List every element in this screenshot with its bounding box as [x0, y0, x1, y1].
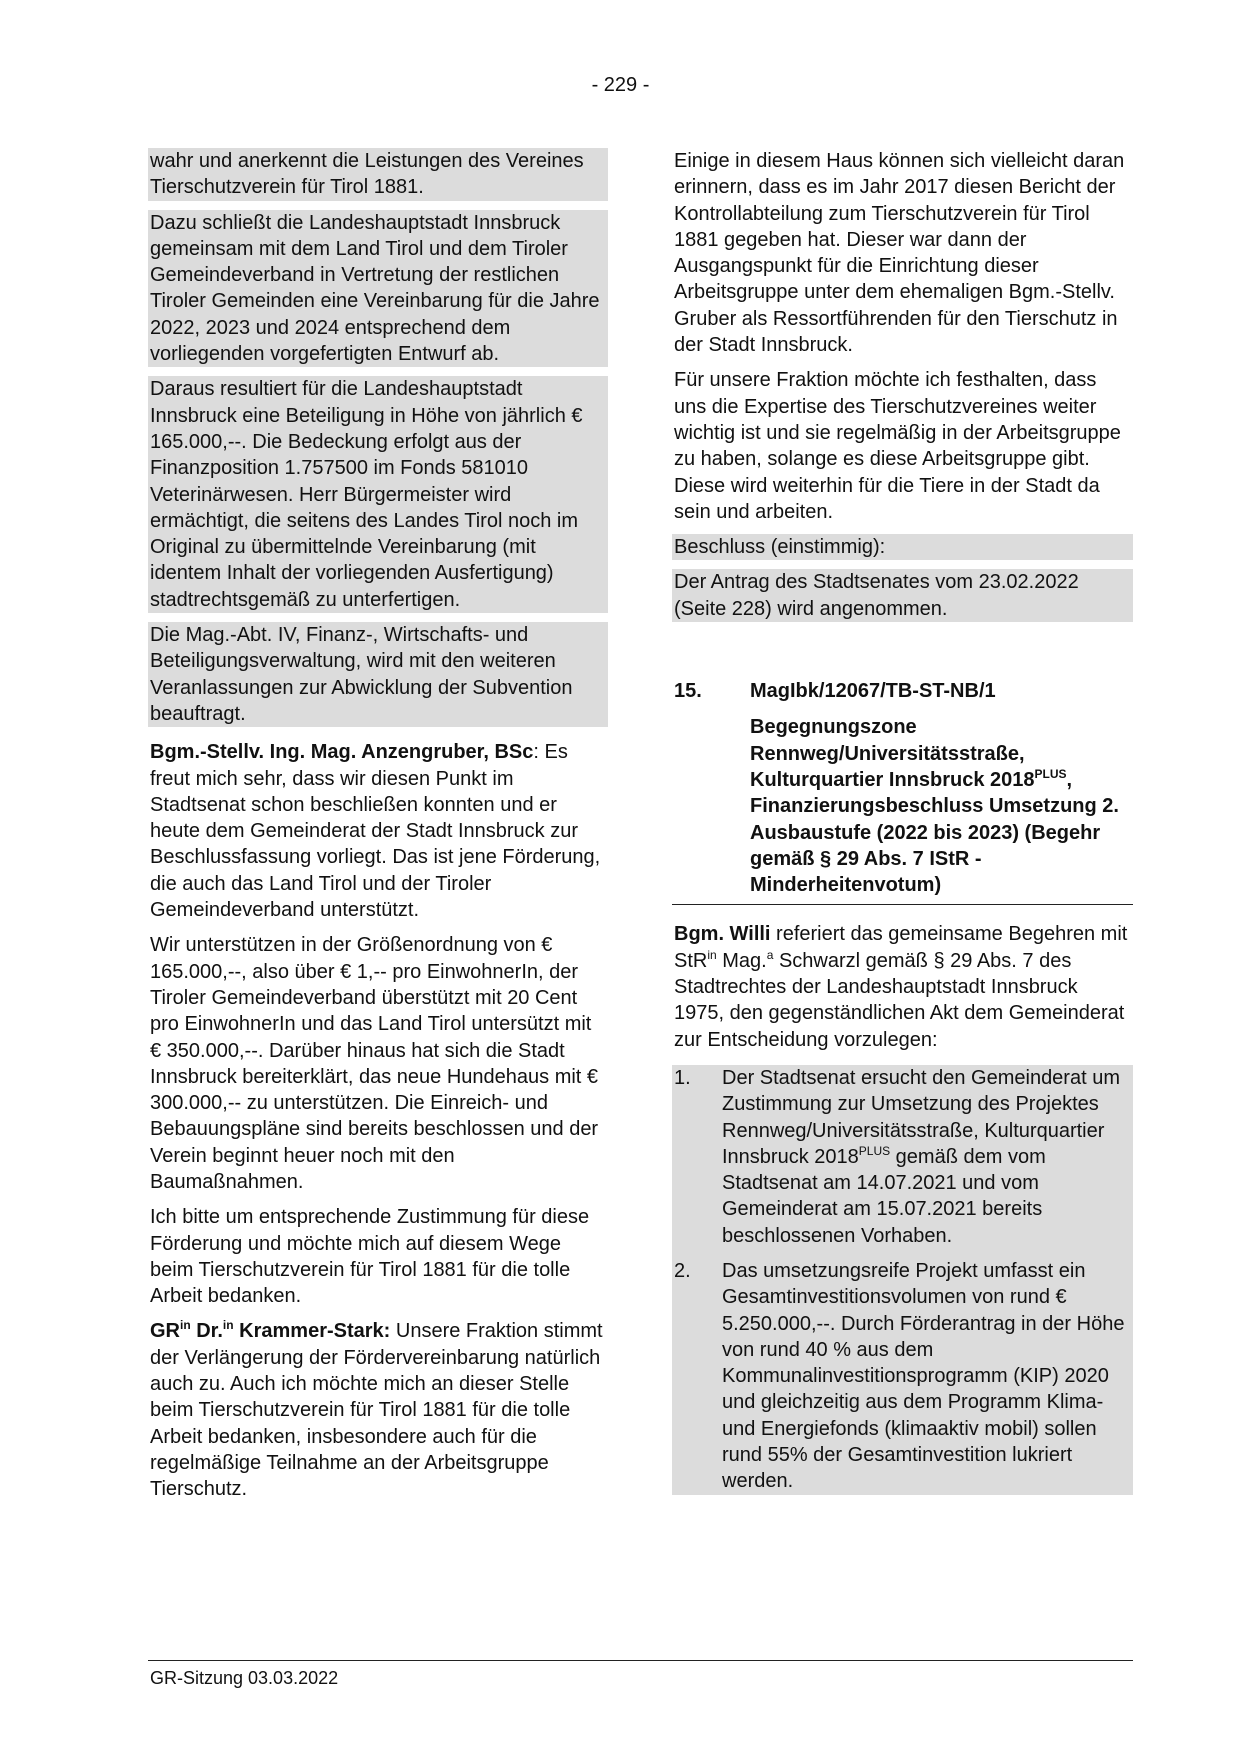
speech-paragraph — [148, 739, 608, 923]
speech-paragraph: Ich bitte um entsprechende Zustimmung für diese Förderung und möchte mich auf diesem Wege beim Tierschutzverein für Tirol 1881 für die tolle Arbeit bedanken. — [150, 1206, 590, 1308]
resolution-text: Der Antrag des Stadtsenates vom 23.02.2022 (Seite 228) wird angenommen. — [672, 569, 1133, 622]
speech-text: Unsere Fraktion stimmt der Verlängerung der Fördervereinbarung natürlich auch zu. Auch ich möchte mich an dieser Stelle beim Tierschutzverein für Tirol 1881 für die tolle Arbeit bedanken, insbesondere auch für die regelmäßige Teilnahme an der Arbeitsgruppe Tierschutz. — [150, 1320, 603, 1501]
agenda-item-number: 15. — [674, 680, 702, 703]
footer-divider — [148, 1660, 1133, 1661]
motion-paragraph: Dazu schließt die Landeshauptstadt Innsbruck gemeinsam mit dem Land Tirol und dem Tiroler Gemeindeverband in Vertretung der restlichen Tiroler Gemeinden eine Vereinbarung für die Jahre 2022, 2023 und 2024 entsprechend dem vorliegenden vorgefertigten Entwurf ab. — [148, 210, 608, 368]
page-number: - 229 - — [591, 74, 650, 96]
agenda-item-ref-line — [672, 678, 1133, 704]
motion-paragraph: Die Mag.-Abt. IV, Finanz-, Wirtschafts- und Beteiligungsverwaltung, wird mit den weiteren Veranlassungen zur Abwicklung der Subvention beauftragt. — [148, 622, 608, 727]
speaker-name: $GR^{in}$ Dr.$^{in}$ Krammer-Stark: — [150, 1318, 391, 1343]
left-column — [148, 148, 608, 1503]
speech-paragraph: Einige in diesem Haus können sich vielleicht daran erinnern, dass es im Jahr 2017 diesen Bericht der Kontrollabteilung zum Tierschutzverein für Tirol 1881 gegeben hat. Dieser war dann der Ausgangspunkt für die Einrichtung dieser Arbeitsgruppe unter dem ehemaligen Bgm.-Stellv. Gruber als Ressortführenden für den Tierschutz in der Stadt Innsbruck. — [674, 150, 1125, 357]
list-item-number: 2. — [674, 1259, 691, 1282]
list-item — [672, 1065, 1133, 1249]
list-item-number: 1. — [674, 1066, 691, 1089]
list-item-text: Das umsetzungsreife Projekt umfasst ein Gesamtinvestitionsvolumen von rund € 5.250.000,--. Durch Förderantrag in der Höhe von rund 40 % aus dem Kommunalinvestitionsprogramm (KIP) 2020 und gleichzeitig aus dem Programm Klima- und Energiefonds (klimaaktiv mobil) sollen rund 55% der Gesamtinvestition lukriert werden. — [722, 1259, 1125, 1493]
speaker-name: Bgm.-Stellv. Ing. Mag. Anzengruber, BSc — [150, 741, 534, 764]
motion-paragraph: wahr und anerkennt die Leistungen des Vereines Tierschutzverein für Tirol 1881. — [148, 148, 608, 201]
motion-list — [672, 1065, 1133, 1495]
list-item — [672, 1258, 1133, 1495]
agenda-item-heading — [672, 678, 1133, 905]
speech-paragraph — [148, 1318, 608, 1502]
motion-paragraph: Daraus resultiert für die Landeshauptstadt Innsbruck eine Beteiligung in Höhe von jährlich € 165.000,--. Die Bedeckung erfolgt aus der Finanzposition 1.757500 im Fonds 581010 Veterinärwesen. Herr Bürgermeister wird ermächtigt, die seitens des Landes Tirol noch im Original zu übermittelnde Vereinbarung (mit identem Inhalt der vorliegenden Ausfertigung) stadtrechtsgemäß zu unterfertigen. — [148, 376, 608, 613]
agenda-item-reference: MagIbk/12067/TB-ST-NB/1 — [750, 680, 996, 703]
list-item-text: Der Stadtsenat ersucht den Gemeinderat um Zustimmung zur Umsetzung des Projektes Rennweg/Universitätsstraße, Kulturquartier Innsbruck $2018^{PLUS}$ gemäß dem vom Stadtsenat am 14.07.2021 und vom Gemeinderat am 15.07.2021 bereits beschlossenen Vorhaben. — [722, 1066, 1120, 1247]
speech-paragraph: Wir unterstützen in der Größenordnung von € 165.000,--, also über € 1,-- pro EinwohnerIn, der Tiroler Gemeindeverband überstützt mit 20 Cent pro EinwohnerIn und das Land Tirol untersützt mit € 350.000,--. Darüber hinaus hat sich die Stadt Innsbruck bereiterklärt, das neue Hundehaus mit € 300.000,-- zu unterstützen. Die Einreich- und Bebauungspläne sind bereits beschlossen und der Verein beginnt heuer noch mit den Baumaßnahmen. — [150, 934, 599, 1193]
resolution-label: Beschluss (einstimmig): — [672, 534, 1133, 560]
speaker-name: Bgm. Willi — [674, 923, 771, 946]
report-paragraph: Bgm. Willi referiert das gemeinsame Begehren mit StR$^{in}$ Mag.$^a$ Schwarzl gemäß § 29 Abs. 7 des Stadtrechtes der Landeshauptstadt Innsbruck 1975, den gegenständlichen Akt dem Gemeinderat zur Entscheidung vorzulegen: — [674, 923, 1128, 1051]
agenda-item-title: Begegnungszone Rennweg/Universitätsstraße, Kulturquartier Innsbruck $2018^{PLUS}$, Finanzierungsbeschluss Umsetzung 2. Ausbaustufe (2022 bis 2023) (Begehr gemäß § 29 Abs. 7 IStR - Minderheitenvotum) — [750, 716, 1119, 897]
right-column — [672, 148, 1133, 1495]
speech-text: : Es freut mich sehr, dass wir diesen Punkt im Stadtsenat schon beschließen konnten und er heute dem Gemeinderat der Stadt Innsbruck zur Beschlussfassung vorliegt. Das ist jene Förderung, die auch das Land Tirol und der Tiroler Gemeindeverband unterstützt. — [150, 741, 601, 922]
footer-text: GR-Sitzung 03.03.2022 — [150, 1668, 339, 1688]
speech-paragraph: Für unsere Fraktion möchte ich festhalten, dass uns die Expertise des Tierschutzvereines weiter wichtig ist und sie regelmäßig in der Arbeitsgruppe zu haben, solange es diese Arbeitsgruppe gibt. Diese wird weiterhin für die Tiere in der Stadt da sein und arbeiten. — [674, 369, 1121, 523]
